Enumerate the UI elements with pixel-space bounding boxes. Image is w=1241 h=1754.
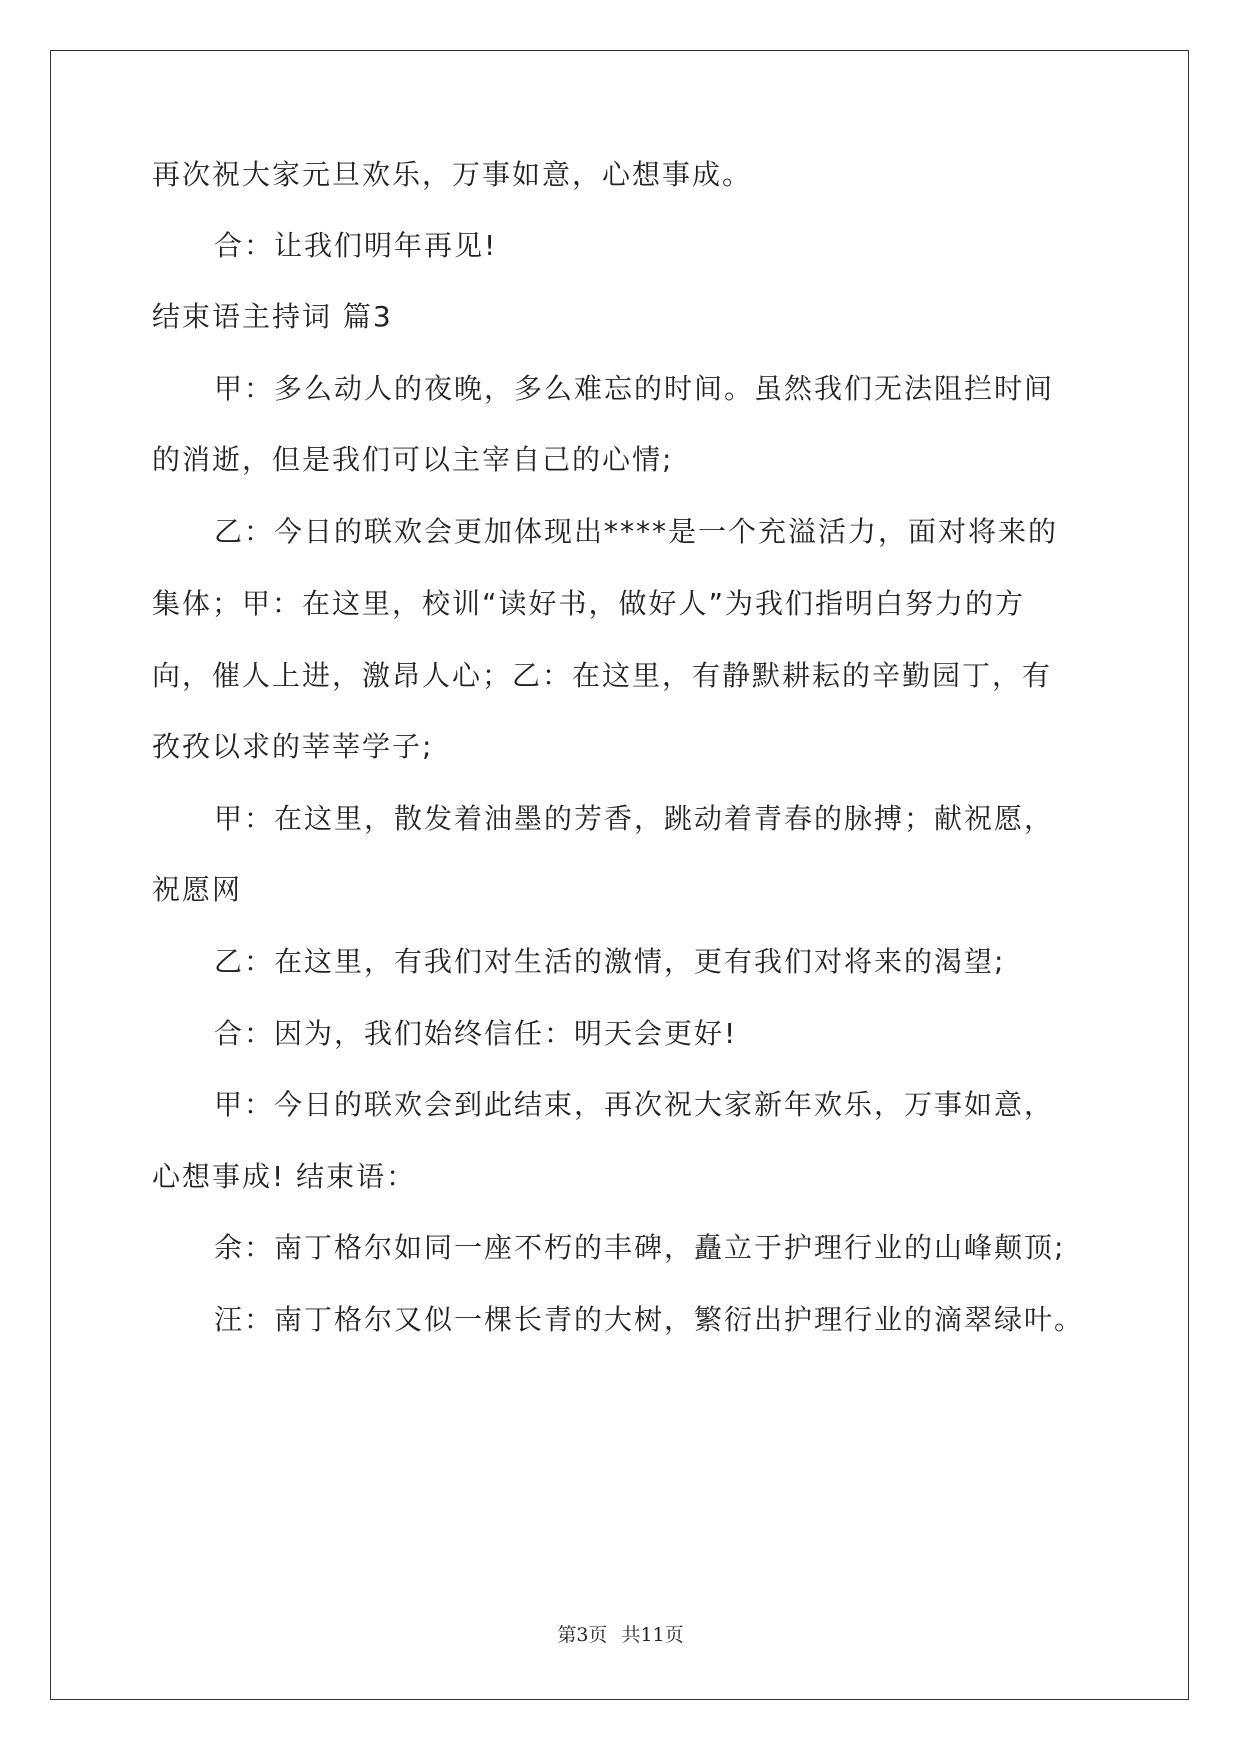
- page-number: 第3页: [557, 1624, 608, 1646]
- paragraph-line: 集体；甲：在这里，校训“读好书，做好人”为我们指明白努力的方: [152, 587, 1026, 620]
- paragraph-line: 甲：多么动人的夜晚，多么难忘的时间。虽然我们无法阻拦时间: [214, 372, 1055, 405]
- paragraph-line: 孜孜以求的莘莘学子;: [152, 730, 434, 763]
- paragraph-line: 乙：今日的联欢会更加体现出****是一个充溢活力，面对将来的: [214, 515, 1059, 548]
- paragraph-line: 祝愿网: [152, 873, 243, 906]
- paragraph-line: 的消逝，但是我们可以主宰自己的心情;: [152, 443, 674, 476]
- paragraph-line: 乙：在这里，有我们对生活的激情，更有我们对将来的渴望;: [214, 945, 1006, 978]
- page-footer: [0, 1620, 1241, 1647]
- section-heading: 结束语主持词 篇3: [152, 300, 393, 333]
- paragraph-line: 汪：南丁格尔又似一棵长青的大树，繁衍出护理行业的滴翠绿叶。: [214, 1303, 1085, 1336]
- paragraph-line: 合：因为，我们始终信任：明天会更好!: [214, 1017, 738, 1050]
- paragraph-line: 向，催人上进，激昂人心；乙：在这里，有静默耕耘的辛勤园丁，有: [152, 659, 1053, 692]
- paragraph-line: 心想事成! 结束语：: [152, 1160, 417, 1193]
- page-total: 共11页: [621, 1624, 684, 1646]
- paragraph-line: 再次祝大家元旦欢乐，万事如意，心想事成。: [152, 158, 753, 191]
- paragraph-line: 甲：在这里，散发着油墨的芳香，跳动着青春的脉搏；献祝愿，: [214, 802, 1055, 835]
- paragraph-line: 余：南丁格尔如同一座不朽的丰碑，矗立于护理行业的山峰颠顶;: [214, 1231, 1066, 1264]
- paragraph-line: 合：让我们明年再见!: [214, 229, 498, 262]
- paragraph-line: 甲：今日的联欢会到此结束，再次祝大家新年欢乐，万事如意，: [214, 1088, 1055, 1121]
